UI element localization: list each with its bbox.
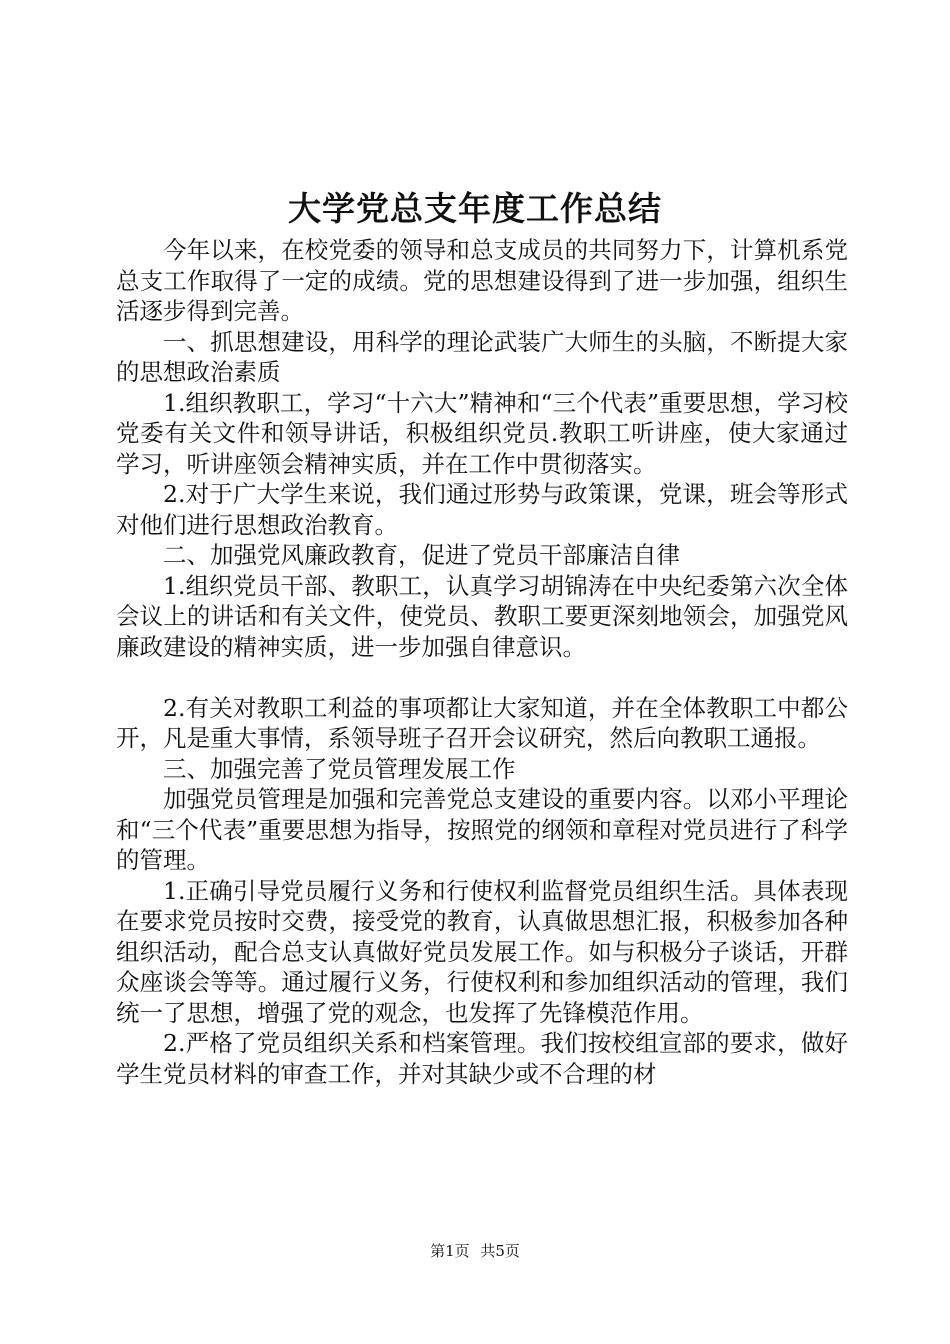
paragraph-3-1: 1.正确引导党员履行义务和行使权利监督党员组织生活。具体表现在要求党员按时交费，接受党的教育，认真做思想汇报，积极参加各种组织活动，配合总支认真做好党员发展工作。如与积极分子谈话，开群众座谈会等等。通过履行义务，行使权利和参加组织活动的管理，我们统一了思想，增强了党的观念，也发挥了先锋模范作用。 [116, 876, 848, 1027]
paragraph-1-1: 1.组织教职工，学习“十六大”精神和“三个代表”重要思想，学习校党委有关文件和领导讲话，积极组织党员.教职工听讲座，使大家通过学习，听讲座领会精神实质，并在工作中贯彻落实。 [116, 388, 848, 478]
section-heading-2: 二、加强党风廉政教育，促进了党员干部廉洁自律 [163, 541, 680, 569]
document-body [116, 235, 848, 1089]
paragraph-intro: 今年以来，在校党委的领导和总支成员的共同努力下，计算机系党总支工作取得了一定的成绩。党的思想建设得到了进一步加强，组织生活逐步得到完善。 [116, 236, 848, 325]
section-heading-1: 一、抓思想建设，用科学的理论武装广大师生的头脑，不断提大家的思想政治素质 [116, 327, 848, 386]
paragraph-3-intro: 加强党员管理是加强和完善党总支建设的重要内容。以邓小平理论和“三个代表”重要思想为指导，按照党的纲领和章程对党员进行了科学的管理。 [116, 785, 848, 874]
document-title: 大学党总支年度工作总结 [288, 189, 662, 228]
paragraph-2-2: 2.有关对教职工利益的事项都让大家知道，并在全体教职工中都公开，凡是重大事情，系领导班子召开会议研究，然后向教职工通报。 [116, 693, 848, 752]
paragraph-1-2: 2.对于广大学生来说，我们通过形势与政策课，党课，班会等形式对他们进行思想政治教育。 [116, 480, 848, 539]
page-footer [0, 1241, 950, 1261]
page-number: 第1页 [430, 1242, 470, 1260]
page-total: 共5页 [480, 1242, 520, 1260]
paragraph-2-1: 1.组织党员干部、教职工，认真学习胡锦涛在中央纪委第六次全体会议上的讲话和有关文件，使党员、教职工要更深刻地领会，加强党风廉政建设的精神实质，进一步加强自律意识。 [116, 571, 848, 661]
paragraph-3-2: 2.严格了党员组织关系和档案管理。我们按校组宣部的要求，做好学生党员材料的审查工作，并对其缺少或不合理的材 [116, 1029, 848, 1088]
section-heading-3: 三、加强完善了党员管理发展工作 [163, 754, 516, 783]
